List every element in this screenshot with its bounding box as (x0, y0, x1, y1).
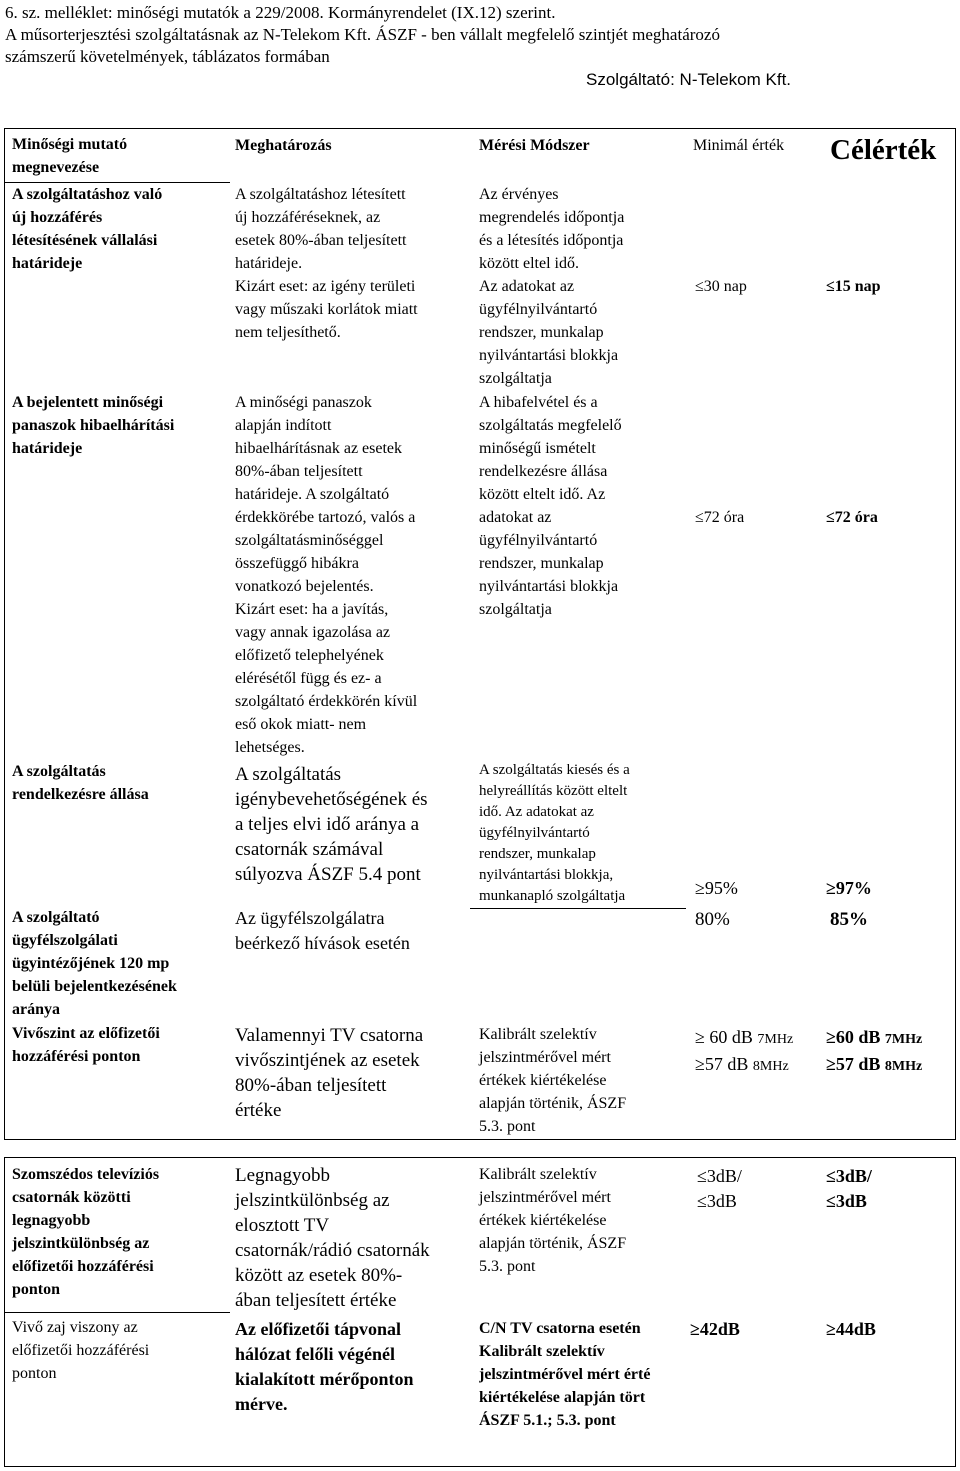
row6-minimum: ≤3dB/ ≤3dB (697, 1166, 742, 1211)
row2-minimum: ≤72 óra (695, 509, 745, 526)
row1-method: Az érvényes megrendelés időpontja és a létesítés időpontja között eltel idő. Az adatokat az ügyfélnyilvántartó rendszer, munkalap nyilvántartási blokkja szolgáltatja (479, 186, 625, 387)
doc-title-line1: 6. sz. melléklet: minőségi mutatók a 229/2008. Kormányrendelet (IX.12) szerint. (5, 3, 556, 22)
row4-name: A szolgáltató ügyfélszolgálati ügyintézőjének 120 mp belüli bejelentkezésének aránya (12, 909, 177, 1018)
table2-row-divider (5, 1312, 230, 1313)
row2-definition: A minőségi panaszok alapján indított hibaelhárításnak az esetek 80%-ában teljesített határideje. A szolgáltató érdekkörébe tartozó, valós a szolgáltatásminőséggel összefüggő hibákra vonatkozó bejelentés. Kizárt eset: ha a javítás, vagy annak igazolása az előfizető telephelyének elérésétől függ és ez- a szolgáltató érdekkörén kívül eső okok miatt- nem lehetséges. (235, 394, 418, 756)
row5-target: ≥60 dB 7MHz ≥57 dB 8MHz (826, 1027, 923, 1074)
row2-target: ≤72 óra (826, 509, 878, 526)
row3-minimum: ≥95% (695, 878, 738, 898)
row6-definition: Legnagyobb jelszintkülönbség az elosztott TV csatornák/rádió csatornák között az esetek 80%- ában teljesített értéke (235, 1165, 430, 1311)
row6-target: ≤3dB/ ≤3dB (826, 1166, 872, 1211)
row5-name: Vivőszint az előfizetői hozzáférési ponton (12, 1025, 160, 1065)
doc-title-line3: számszerű követelmények, táblázatos formában (5, 47, 330, 66)
row1-name: A szolgáltatáshoz való új hozzáférés létesítésének vállalási határideje (12, 186, 163, 272)
row4-target: 85% (830, 909, 868, 930)
row5-minimum: ≥ 60 dB 7MHz ≥57 dB 8MHz (695, 1027, 794, 1074)
header-target: Célérték (830, 134, 937, 166)
row5-method: Kalibrált szelektív jelszintmérővel mért értékek kiértékelése alapján történik, ÁSZF 5.3. pont (479, 1026, 627, 1135)
row1-target: ≤15 nap (826, 278, 881, 295)
row3-method: A szolgáltatás kiesés és a helyreállítás között eltelt idő. Az adatokat az ügyfélnyilvántartó rendszer, munkalap nyilvántartási blokkja, munkanapló szolgáltatja (479, 762, 630, 904)
row3-target: ≥97% (826, 878, 872, 898)
row6-name: Szomszédos televíziós csatornák közötti legnagyobb jelszintkülönbség az előfizetői hozzáférési ponton (12, 1166, 160, 1298)
row7-definition: Az előfizetői tápvonal hálózat felőli végénél kialakított mérőponton mérve. (235, 1319, 414, 1414)
row2-method: A hibafelvétel és a szolgáltatás megfelelő minőségű ismételt rendelkezésre állása között eltelt idő. Az adatokat az ügyfélnyilvántartó rendszer, munkalap nyilvántartási blokkja szolgáltatja (479, 394, 622, 618)
row4-definition: Az ügyfélszolgálatra beérkező hívások esetén (235, 908, 410, 953)
row5-definition: Valamennyi TV csatorna vivőszintjének az esetek 80%-ában teljesített értéke (235, 1025, 424, 1121)
doc-title-line2: A műsorterjesztési szolgáltatásnak az N-Telekom Kft. ÁSZF - ben vállalt megfelelő szintjét meghatározó (5, 25, 720, 44)
row3-name: A szolgáltatás rendelkezésre állása (12, 763, 149, 803)
row6-method: Kalibrált szelektív jelszintmérővel mért értékek kiértékelése alapján történik, ÁSZF 5.3. pont (479, 1166, 627, 1275)
row4-minimum: 80% (695, 909, 730, 930)
row1-minimum: ≤30 nap (695, 278, 747, 295)
row3-definition: A szolgáltatás igénybevehetőségének és a teljes elvi idő aránya a csatornák számával súlyozva ÁSZF 5.4 pont (235, 764, 428, 885)
header-name-line1: Minőségi mutató (12, 136, 128, 153)
row7-minimum: ≥42dB (690, 1319, 740, 1339)
row2-name: A bejelentett minőségi panaszok hibaelhárítási határideje (12, 394, 175, 457)
header-name-line2: megnevezése (12, 159, 100, 176)
header-method: Mérési Módszer (479, 137, 590, 154)
provider-label: Szolgáltató: N-Telekom Kft. (586, 70, 792, 89)
header-minimum: Minimál érték (693, 137, 785, 154)
row7-name: Vivő zaj viszony az előfizetői hozzáférési ponton (12, 1319, 150, 1382)
row1-definition: A szolgáltatáshoz létesített új hozzáféréseknek, az esetek 80%-ában teljesített határideje. Kizárt eset: az igény területi vagy műszaki korlátok miatt nem teljesíthető. (235, 186, 418, 341)
row4-method-rule (470, 908, 686, 909)
row7-method: C/N TV csatorna esetén Kalibrált szelektív jelszintmérővel mért érté kiértékelése alapján tört ÁSZF 5.1.; 5.3. pont (479, 1320, 651, 1429)
header-definition: Meghatározás (235, 137, 332, 154)
row7-target: ≥44dB (826, 1319, 876, 1339)
